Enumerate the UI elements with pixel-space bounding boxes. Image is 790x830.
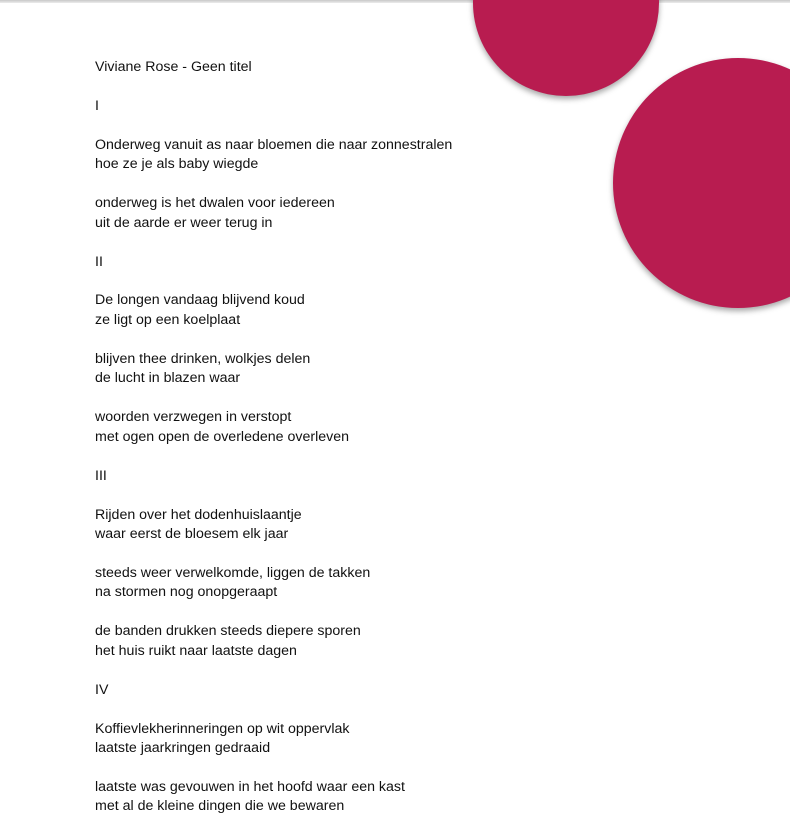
blank-line — [95, 175, 615, 194]
poem-line: Rijden over het dodenhuislaantje — [95, 506, 302, 523]
poem-line: ze ligt op een koelplaat — [95, 311, 241, 328]
poem-line: de banden drukken steeds diepere sporen — [95, 623, 361, 640]
blank-line — [95, 603, 615, 622]
blank-line — [95, 545, 615, 564]
poem-line: steeds weer verwelkomde, liggen de takken — [95, 564, 371, 581]
blank-line — [95, 78, 615, 97]
poem-line: met ogen open de overledene overleven — [95, 428, 349, 445]
poem-line: De longen vandaag blijvend koud — [95, 292, 305, 309]
poem-line: waar eerst de bloesem elk jaar — [95, 526, 289, 543]
poem-line: na stormen nog onopgeraapt — [95, 584, 278, 601]
poem-line: Onderweg vanuit as naar bloemen die naar zonnestralen — [95, 136, 453, 153]
poem-line: met al de kleine dingen die we bewaren — [95, 798, 345, 815]
section-number: III — [95, 467, 107, 484]
poem-line: laatste jaarkringen gedraaid — [95, 740, 271, 757]
blank-line — [95, 759, 615, 778]
blank-line — [95, 116, 615, 135]
poem-line: blijven thee drinken, wolkjes delen — [95, 350, 311, 367]
poem-line: laatste was gevouwen in het hoofd waar een kast — [95, 778, 405, 795]
poem-line: de lucht in blazen waar — [95, 370, 241, 387]
blank-line — [95, 447, 615, 466]
decorative-circle-right — [613, 58, 790, 308]
document-body — [95, 58, 615, 817]
poem-line: hoe ze je als baby wiegde — [95, 156, 259, 173]
section-number: I — [95, 97, 99, 114]
blank-line — [95, 272, 615, 291]
blank-line — [95, 661, 615, 680]
section-number: II — [95, 253, 103, 270]
blank-line — [95, 330, 615, 349]
blank-line — [95, 389, 615, 408]
poem-text — [95, 78, 615, 817]
poem-line: het huis ruikt naar laatste dagen — [95, 642, 297, 659]
poem-line: uit de aarde er weer terug in — [95, 214, 273, 231]
blank-line — [95, 700, 615, 719]
blank-line — [95, 486, 615, 505]
poem-line: woorden verzwegen in verstopt — [95, 409, 292, 426]
blank-line — [95, 233, 615, 252]
page-top-edge — [0, 0, 790, 3]
poem-line: Koffievlekherinneringen op wit oppervlak — [95, 720, 350, 737]
section-number: IV — [95, 681, 109, 698]
poem-title: Viviane Rose - Geen titel — [95, 59, 252, 75]
poem-line: onderweg is het dwalen voor iedereen — [95, 195, 335, 212]
